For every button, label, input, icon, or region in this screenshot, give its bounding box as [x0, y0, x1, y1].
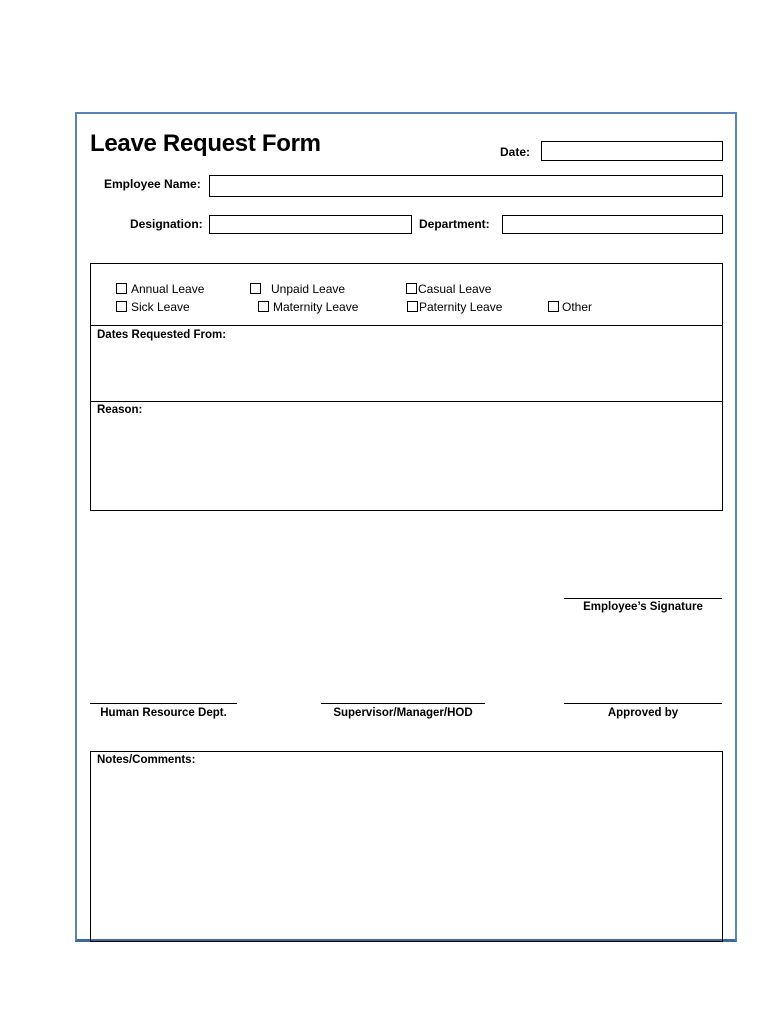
option-label: Annual Leave [131, 282, 205, 296]
notes-label: Notes/Comments: [97, 754, 196, 766]
option-label: Other [562, 300, 593, 314]
dates-requested-section[interactable] [90, 325, 723, 402]
option-label: Paternity Leave [419, 300, 503, 314]
supervisor-signature-label: Supervisor/Manager/HOD [333, 707, 473, 719]
department-label: Department: [419, 217, 490, 231]
employee-name-field[interactable] [209, 175, 723, 197]
option-sick-leave[interactable] [116, 300, 190, 314]
supervisor-signature-line [321, 703, 485, 704]
option-label: Maternity Leave [273, 300, 359, 314]
checkbox[interactable] [250, 283, 261, 294]
option-casual-leave[interactable] [406, 282, 491, 296]
option-other[interactable] [548, 300, 592, 314]
option-label: Unpaid Leave [271, 282, 346, 296]
checkbox[interactable] [116, 301, 127, 312]
option-annual-leave[interactable] [116, 282, 204, 296]
checkbox[interactable] [116, 283, 127, 294]
option-unpaid-leave[interactable] [250, 282, 345, 296]
checkbox[interactable] [258, 301, 269, 312]
option-label: Casual Leave [418, 282, 492, 296]
form-title: Leave Request Form [90, 130, 321, 157]
checkbox[interactable] [407, 301, 418, 312]
checkbox[interactable] [406, 283, 417, 294]
option-paternity-leave[interactable] [407, 300, 502, 314]
hr-signature-label: Human Resource Dept. [100, 707, 227, 719]
department-field[interactable] [502, 215, 723, 234]
reason-section[interactable] [90, 401, 723, 511]
employee-signature-label: Employee’s Signature [583, 601, 703, 613]
approved-signature-label: Approved by [607, 707, 679, 719]
employee-signature-line [564, 598, 722, 599]
notes-section[interactable] [90, 751, 723, 942]
hr-signature-line [90, 703, 237, 704]
designation-field[interactable] [209, 215, 412, 234]
designation-label: Designation: [130, 217, 203, 231]
date-field[interactable] [541, 141, 723, 161]
employee-name-label: Employee Name: [104, 177, 201, 191]
option-maternity-leave[interactable] [258, 300, 358, 314]
date-label: Date: [500, 145, 531, 159]
checkbox[interactable] [548, 301, 559, 312]
dates-requested-label: Dates Requested From: [97, 329, 227, 341]
approved-signature-line [564, 703, 722, 704]
option-label: Sick Leave [131, 300, 190, 314]
reason-label: Reason: [97, 404, 143, 416]
